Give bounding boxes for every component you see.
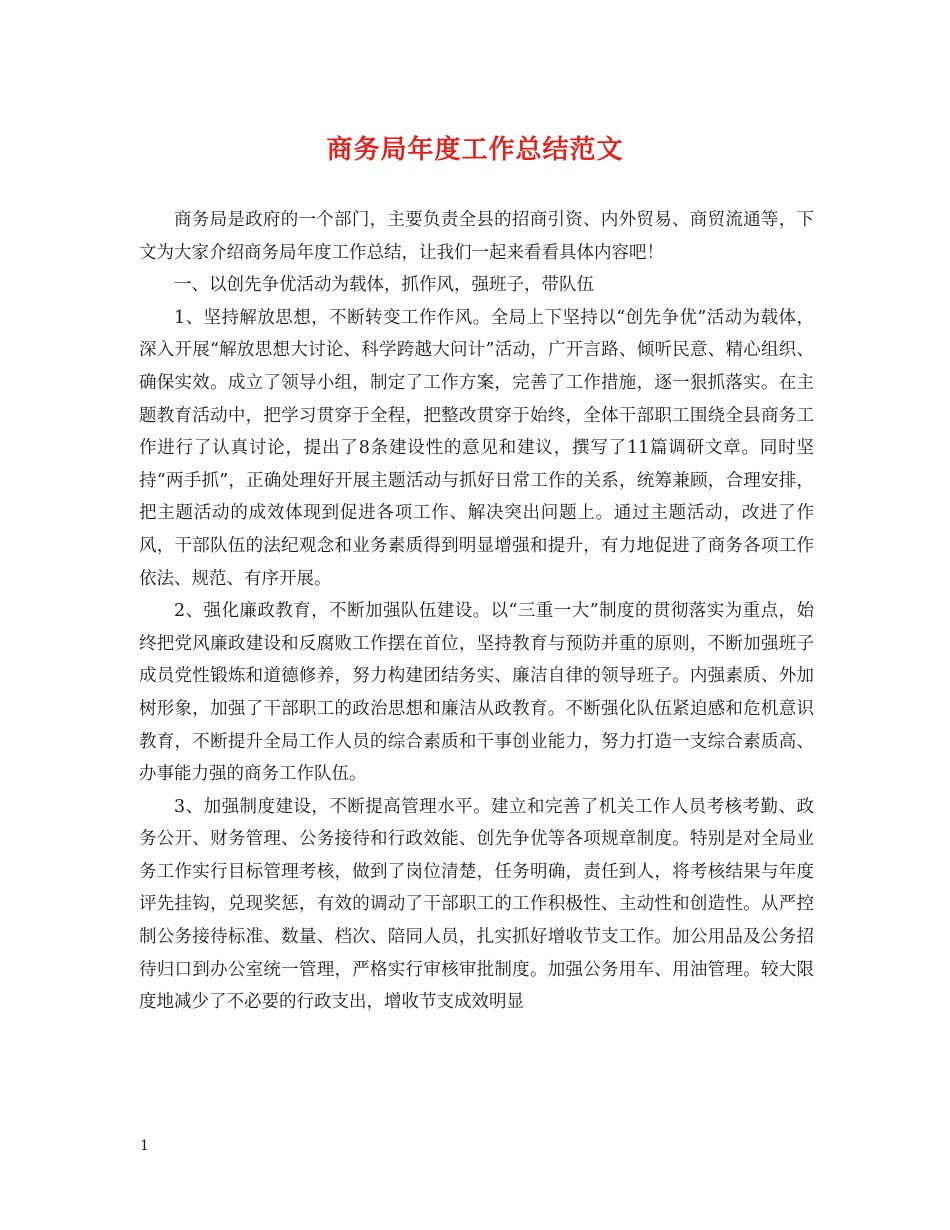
document-body [139, 204, 814, 1019]
section-heading-1: 一、以创先争优活动为载体，抓作风，强班子，带队伍 [174, 275, 594, 296]
intro-paragraph: 商务局是政府的一个部门，主要负责全县的招商引资、内外贸易、商贸流通等，下文为大家介绍商务局年度工作总结，让我们一起来看看具体内容吧！ [139, 210, 814, 263]
page-number: 1 [140, 1138, 149, 1154]
paragraph-item-2: 2、强化廉政教育，不断加强队伍建设。以“三重一大”制度的贯彻落实为重点，始终把党风廉政建设和反腐败工作摆在首位，坚持教育与预防并重的原则，不断加强班子成员党性锻炼和道德修养，努力构建团结务实、廉洁自律的领导班子。内强素质、外加树形象，加强了干部职工的政治思想和廉洁从政教育。不断强化队伍紧迫感和危机意识教育，不断提升全局工作人员的综合素质和干事创业能力，努力打造一支综合素质高、办事能力强的商务工作队伍。 [139, 601, 814, 785]
paragraph-item-3: 3、加强制度建设，不断提高管理水平。建立和完善了机关工作人员考核考勤、政务公开、财务管理、公务接待和行政效能、创先争优等各项规章制度。特别是对全局业务工作实行目标管理考核，做到了岗位清楚，任务明确，责任到人，将考核结果与年度评先挂钩，兑现奖惩，有效的调动了干部职工的工作积极性、主动性和创造性。从严控制公务接待标准、数量、档次、陪同人员，扎实抓好增收节支工作。加公用品及公务招待归口到办公室统一管理，严格实行审核审批制度。加强公务用车、用油管理。较大限度地减少了不必要的行政支出，增收节支成效明显 [139, 796, 814, 1013]
document-title: 商务局年度工作总结范文 [326, 135, 624, 165]
paragraph-item-1: 1、坚持解放思想，不断转变工作作风。全局上下坚持以“创先争优”活动为载体，深入开展“解放思想大讨论、科学跨越大问计”活动，广开言路、倾听民意、精心组织、确保实效。成立了领导小组，制定了工作方案，完善了工作措施，逐一狠抓落实。在主题教育活动中，把学习贯穿于全程，把整改贯穿于始终，全体干部职工围绕全县商务工作进行了认真讨论，提出了8条建设性的意见和建议，撰写了11篇调研文章。同时坚持“两手抓”，正确处理好开展主题活动与抓好日常工作的关系，统筹兼顾，合理安排，把主题活动的成效体现到促进各项工作、解决突出问题上。通过主题活动，改进了作风，干部队伍的法纪观念和业务素质得到明显增强和提升，有力地促进了商务各项工作依法、规范、有序开展。 [139, 307, 814, 589]
